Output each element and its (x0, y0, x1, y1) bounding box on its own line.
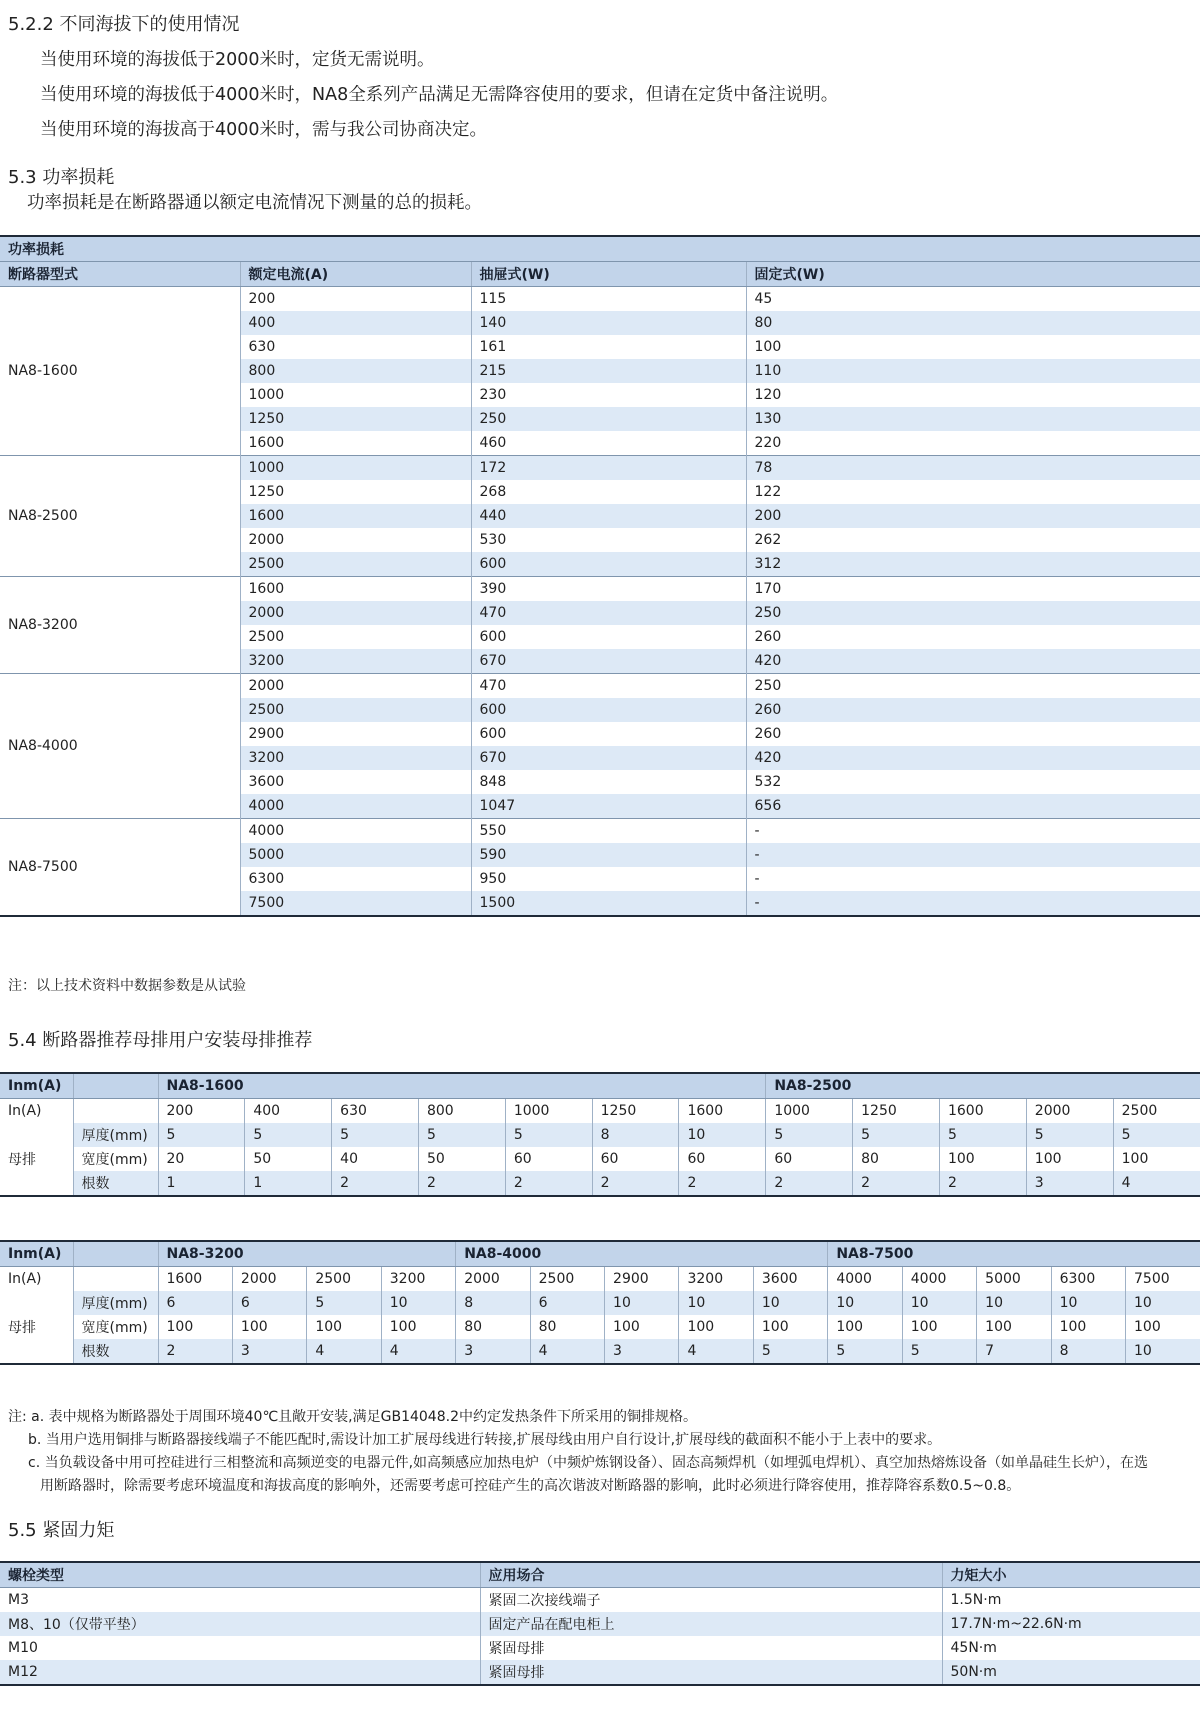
busbar-in-row (0, 1099, 1200, 1124)
fixed-cell: 200 (746, 504, 1200, 528)
width-value: 100 (1126, 1315, 1200, 1339)
busbar-group-name: NA8-2500 (766, 1073, 1200, 1099)
thickness-value: 8 (456, 1291, 530, 1315)
width-value: 100 (939, 1147, 1026, 1171)
drawout-cell: 230 (471, 383, 746, 407)
in-value: 200 (158, 1099, 245, 1124)
fixed-cell: 312 (746, 552, 1200, 577)
in-value: 630 (332, 1099, 419, 1124)
current-cell: 400 (240, 311, 471, 335)
thickness-value: 10 (605, 1291, 679, 1315)
count-value: 3 (605, 1339, 679, 1364)
current-cell: 1600 (240, 504, 471, 528)
drawout-cell: 950 (471, 867, 746, 891)
width-value: 60 (766, 1147, 853, 1171)
torque-cell: 50N·m (942, 1660, 1200, 1685)
in-value: 6300 (1051, 1267, 1125, 1292)
busbar-note-c1: c. 当负载设备中用可控硅进行三相整流和高频逆变的电器元件,如高频感应加热电炉（中频炉炼钢设备）、固态高频焊机（如埋弧电焊机）、真空加热熔炼设备（如单晶硅生长炉），在选 (28, 1455, 1149, 1471)
count-value: 4 (530, 1339, 604, 1364)
drawout-cell: 268 (471, 480, 746, 504)
busbar-table-1 (0, 1072, 1200, 1197)
thickness-label: 厚度(mm) (73, 1123, 158, 1147)
width-value: 100 (753, 1315, 827, 1339)
drawout-cell: 250 (471, 407, 746, 431)
in-value: 1000 (766, 1099, 853, 1124)
in-value: 1250 (853, 1099, 940, 1124)
thickness-value: 6 (530, 1291, 604, 1315)
in-value: 1600 (939, 1099, 1026, 1124)
in-value: 2500 (1113, 1099, 1200, 1124)
current-cell: 630 (240, 335, 471, 359)
width-value: 100 (902, 1315, 976, 1339)
altitude-line-2: 当使用环境的海拔低于4000米时，NA8全系列产品满足无需降容使用的要求，但请在定货中备注说明。 (40, 85, 839, 105)
fixed-cell: 532 (746, 770, 1200, 794)
count-value: 5 (902, 1339, 976, 1364)
thickness-value: 6 (232, 1291, 306, 1315)
thickness-value: 5 (1113, 1123, 1200, 1147)
current-cell: 4000 (240, 819, 471, 844)
fixed-cell: 262 (746, 528, 1200, 552)
width-value: 100 (1026, 1147, 1113, 1171)
fixed-cell: 78 (746, 456, 1200, 481)
fixed-cell: 110 (746, 359, 1200, 383)
torque-row (0, 1660, 1200, 1685)
busbar-header-row (0, 1241, 1200, 1267)
torque-row (0, 1612, 1200, 1636)
count-value: 5 (828, 1339, 902, 1364)
thickness-value: 5 (307, 1291, 381, 1315)
fixed-cell: 420 (746, 746, 1200, 770)
count-value: 7 (977, 1339, 1051, 1364)
in-value: 2500 (307, 1267, 381, 1292)
model-cell: NA8-3200 (0, 577, 240, 674)
width-label: 宽度(mm) (73, 1147, 158, 1171)
power-table-caption: 功率损耗 (0, 236, 1200, 262)
count-value: 2 (592, 1171, 679, 1196)
drawout-cell: 530 (471, 528, 746, 552)
busbar-width-row (0, 1147, 1200, 1171)
width-value: 80 (456, 1315, 530, 1339)
altitude-line-3: 当使用环境的海拔高于4000米时，需与我公司协商决定。 (40, 120, 488, 140)
current-cell: 3200 (240, 649, 471, 674)
thickness-value: 10 (1126, 1291, 1200, 1315)
model-cell: NA8-7500 (0, 819, 240, 917)
thickness-value: 10 (753, 1291, 827, 1315)
power-table-footnote: 注：以上技术资料中数据参数是从试验 (8, 975, 248, 995)
drawout-cell: 670 (471, 649, 746, 674)
count-value: 10 (1126, 1339, 1200, 1364)
drawout-cell: 1500 (471, 891, 746, 916)
in-value: 7500 (1126, 1267, 1200, 1292)
busbar-group-name: NA8-4000 (456, 1241, 828, 1267)
thickness-value: 5 (158, 1123, 245, 1147)
count-value: 4 (307, 1339, 381, 1364)
torque-cell: 45N·m (942, 1636, 1200, 1660)
torque-table (0, 1561, 1200, 1686)
thickness-value: 5 (505, 1123, 592, 1147)
count-value: 2 (505, 1171, 592, 1196)
width-value: 60 (679, 1147, 766, 1171)
application-cell: 固定产品在配电柜上 (480, 1612, 942, 1636)
busbar-note-a: 注: a. 表中规格为断路器处于周围环境40℃且敞开安装,满足GB14048.2中约定发热条件下所采用的铜排规格。 (8, 1409, 697, 1425)
torque-row (0, 1636, 1200, 1660)
busbar-header-row (0, 1073, 1200, 1099)
thickness-value: 5 (939, 1123, 1026, 1147)
blank-cell (73, 1099, 158, 1124)
current-cell: 1000 (240, 456, 471, 481)
drawout-cell: 600 (471, 625, 746, 649)
fixed-cell: - (746, 843, 1200, 867)
thickness-value: 10 (1051, 1291, 1125, 1315)
in-value: 1600 (679, 1099, 766, 1124)
width-value: 100 (679, 1315, 753, 1339)
width-value: 100 (307, 1315, 381, 1339)
drawout-cell: 140 (471, 311, 746, 335)
power-loss-table (0, 235, 1200, 917)
width-value: 80 (853, 1147, 940, 1171)
current-cell: 3200 (240, 746, 471, 770)
power-table-row (0, 456, 1200, 481)
torque-row (0, 1588, 1200, 1613)
current-cell: 2000 (240, 601, 471, 625)
drawout-cell: 600 (471, 552, 746, 577)
busbar-thickness-row (0, 1123, 1200, 1147)
model-cell: NA8-1600 (8, 363, 78, 379)
drawout-cell: 440 (471, 504, 746, 528)
width-value: 50 (245, 1147, 332, 1171)
width-value: 50 (418, 1147, 505, 1171)
blank-cell (73, 1241, 158, 1267)
inm-label: Inm(A) (0, 1073, 73, 1099)
inm-label: Inm(A) (0, 1241, 73, 1267)
fixed-cell: 170 (746, 577, 1200, 602)
busbar-thickness-row (0, 1291, 1200, 1315)
thickness-value: 10 (679, 1291, 753, 1315)
in-value: 1600 (158, 1267, 232, 1292)
busbar-count-row (0, 1171, 1200, 1196)
in-value: 2000 (232, 1267, 306, 1292)
fixed-cell: 260 (746, 625, 1200, 649)
header-model: 断路器型式 (0, 262, 240, 287)
busbar-count-row (0, 1339, 1200, 1364)
width-value: 100 (381, 1315, 455, 1339)
width-value: 100 (232, 1315, 306, 1339)
width-label: 宽度(mm) (73, 1315, 158, 1339)
in-value: 5000 (977, 1267, 1051, 1292)
power-table-row (0, 819, 1200, 844)
section-53-title: 5.3 功率损耗 (8, 167, 115, 188)
busbar-note-c2: 用断路器时，除需要考虑环境温度和海拔高度的影响外，还需要考虑可控硅产生的高次谐波对断路器的影响，此时必须进行降容使用，推荐降容系数0.5~0.8。 (40, 1478, 1021, 1494)
thickness-value: 5 (766, 1123, 853, 1147)
thickness-value: 5 (332, 1123, 419, 1147)
in-value: 2000 (1026, 1099, 1113, 1124)
drawout-cell: 590 (471, 843, 746, 867)
model-cell: NA8-2500 (0, 456, 240, 577)
bolt-type-cell: M10 (8, 1640, 38, 1656)
count-value: 4 (679, 1339, 753, 1364)
in-value: 2500 (530, 1267, 604, 1292)
busbar-note-b: b. 当用户选用铜排与断路器接线端子不能匹配时,需设计加工扩展母线进行转接,扩展母线由用户自行设计,扩展母线的截面积不能小于上表中的要求。 (28, 1432, 942, 1448)
header-fixed: 固定式(W) (746, 262, 1200, 287)
current-cell: 7500 (240, 891, 471, 916)
width-value: 40 (332, 1147, 419, 1171)
thickness-value: 10 (679, 1123, 766, 1147)
thickness-value: 10 (977, 1291, 1051, 1315)
count-value: 2 (158, 1339, 232, 1364)
fixed-cell: 260 (746, 698, 1200, 722)
section-522-title: 5.2.2 不同海拔下的使用情况 (8, 14, 240, 35)
current-cell: 1250 (240, 480, 471, 504)
count-value: 3 (456, 1339, 530, 1364)
section-55-title: 5.5 紧固力矩 (8, 1520, 115, 1541)
in-value: 4000 (902, 1267, 976, 1292)
fixed-cell: 100 (746, 335, 1200, 359)
current-cell: 2900 (240, 722, 471, 746)
busbar-table-2 (0, 1240, 1200, 1365)
current-cell: 2500 (240, 698, 471, 722)
in-value: 3600 (753, 1267, 827, 1292)
drawout-cell: 600 (471, 722, 746, 746)
in-label: In(A) (8, 1271, 42, 1287)
drawout-cell: 161 (471, 335, 746, 359)
drawout-cell: 115 (471, 287, 746, 312)
count-value: 3 (232, 1339, 306, 1364)
current-cell: 6300 (240, 867, 471, 891)
width-value: 100 (1051, 1315, 1125, 1339)
count-value: 4 (1113, 1171, 1200, 1196)
current-cell: 800 (240, 359, 471, 383)
in-value: 4000 (828, 1267, 902, 1292)
busbar-width-row (0, 1315, 1200, 1339)
application-cell: 紧固二次接线端子 (480, 1588, 942, 1613)
thickness-value: 5 (245, 1123, 332, 1147)
bolt-type-cell: M3 (8, 1592, 29, 1608)
width-value: 100 (828, 1315, 902, 1339)
in-value: 2000 (456, 1267, 530, 1292)
in-value: 3200 (679, 1267, 753, 1292)
fixed-cell: 220 (746, 431, 1200, 456)
thickness-label: 厚度(mm) (73, 1291, 158, 1315)
count-value: 1 (245, 1171, 332, 1196)
current-cell: 2000 (240, 528, 471, 552)
width-value: 60 (505, 1147, 592, 1171)
in-value: 2900 (605, 1267, 679, 1292)
width-value: 100 (158, 1315, 232, 1339)
in-label: In(A) (8, 1103, 42, 1119)
current-cell: 4000 (240, 794, 471, 819)
current-cell: 2000 (240, 674, 471, 699)
fixed-cell: - (746, 819, 1200, 844)
count-value: 2 (766, 1171, 853, 1196)
count-value: 5 (753, 1339, 827, 1364)
fixed-cell: 80 (746, 311, 1200, 335)
count-label: 根数 (73, 1171, 158, 1196)
thickness-value: 10 (828, 1291, 902, 1315)
width-value: 100 (977, 1315, 1051, 1339)
in-value: 400 (245, 1099, 332, 1124)
count-label: 根数 (73, 1339, 158, 1364)
drawout-cell: 460 (471, 431, 746, 456)
count-value: 3 (1026, 1171, 1113, 1196)
drawout-cell: 470 (471, 674, 746, 699)
count-value: 4 (381, 1339, 455, 1364)
fixed-cell: 45 (746, 287, 1200, 312)
count-value: 2 (853, 1171, 940, 1196)
current-cell: 5000 (240, 843, 471, 867)
current-cell: 1600 (240, 431, 471, 456)
width-value: 20 (158, 1147, 245, 1171)
drawout-cell: 470 (471, 601, 746, 625)
busbar-label: 母排 (8, 1320, 36, 1336)
application-cell: 紧固母排 (480, 1660, 942, 1685)
blank-cell (73, 1073, 158, 1099)
thickness-value: 5 (418, 1123, 505, 1147)
header-drawout: 抽屉式(W) (471, 262, 746, 287)
fixed-cell: 250 (746, 601, 1200, 625)
application-cell: 紧固母排 (480, 1636, 942, 1660)
current-cell: 1250 (240, 407, 471, 431)
fixed-cell: 260 (746, 722, 1200, 746)
torque-cell: 17.7N·m~22.6N·m (942, 1612, 1200, 1636)
current-cell: 2500 (240, 552, 471, 577)
thickness-value: 6 (158, 1291, 232, 1315)
width-value: 80 (530, 1315, 604, 1339)
drawout-cell: 172 (471, 456, 746, 481)
in-value: 800 (418, 1099, 505, 1124)
thickness-value: 5 (1026, 1123, 1113, 1147)
fixed-cell: 122 (746, 480, 1200, 504)
header-application: 应用场合 (480, 1562, 942, 1588)
header-rated-current: 额定电流(A) (240, 262, 471, 287)
fixed-cell: 250 (746, 674, 1200, 699)
torque-cell: 1.5N·m (942, 1588, 1200, 1613)
current-cell: 200 (240, 287, 471, 312)
width-value: 60 (592, 1147, 679, 1171)
busbar-in-row (0, 1267, 1200, 1292)
fixed-cell: - (746, 891, 1200, 916)
drawout-cell: 215 (471, 359, 746, 383)
bolt-type-cell: M8、10（仅带平垫） (0, 1612, 480, 1636)
count-value: 2 (418, 1171, 505, 1196)
fixed-cell: 420 (746, 649, 1200, 674)
current-cell: 1000 (240, 383, 471, 407)
width-value: 100 (1113, 1147, 1200, 1171)
altitude-line-1: 当使用环境的海拔低于2000米时，定货无需说明。 (40, 50, 435, 70)
busbar-label: 母排 (8, 1152, 36, 1168)
current-cell: 1600 (240, 577, 471, 602)
busbar-group-name: NA8-3200 (158, 1241, 456, 1267)
drawout-cell: 550 (471, 819, 746, 844)
header-torque: 力矩大小 (942, 1562, 1200, 1588)
width-value: 100 (605, 1315, 679, 1339)
in-value: 1000 (505, 1099, 592, 1124)
count-value: 2 (679, 1171, 766, 1196)
power-table-row (0, 577, 1200, 602)
current-cell: 2500 (240, 625, 471, 649)
in-value: 3200 (381, 1267, 455, 1292)
fixed-cell: 120 (746, 383, 1200, 407)
count-value: 1 (158, 1171, 245, 1196)
blank-cell (73, 1267, 158, 1292)
drawout-cell: 390 (471, 577, 746, 602)
model-cell: NA8-4000 (0, 674, 240, 819)
drawout-cell: 600 (471, 698, 746, 722)
thickness-value: 5 (853, 1123, 940, 1147)
thickness-value: 8 (592, 1123, 679, 1147)
thickness-value: 10 (902, 1291, 976, 1315)
drawout-cell: 1047 (471, 794, 746, 819)
drawout-cell: 670 (471, 746, 746, 770)
drawout-cell: 848 (471, 770, 746, 794)
fixed-cell: 656 (746, 794, 1200, 819)
fixed-cell: 130 (746, 407, 1200, 431)
fixed-cell: - (746, 867, 1200, 891)
section-54-title: 5.4 断路器推荐母排用户安装母排推荐 (8, 1030, 313, 1051)
in-value: 1250 (592, 1099, 679, 1124)
current-cell: 3600 (240, 770, 471, 794)
count-value: 8 (1051, 1339, 1125, 1364)
count-value: 2 (332, 1171, 419, 1196)
power-loss-desc: 功率损耗是在断路器通以额定电流情况下测量的总的损耗。 (27, 193, 482, 213)
count-value: 2 (939, 1171, 1026, 1196)
busbar-group-name: NA8-7500 (828, 1241, 1200, 1267)
bolt-type-cell: M12 (0, 1660, 480, 1685)
busbar-group-name: NA8-1600 (158, 1073, 766, 1099)
power-table-row (0, 674, 1200, 699)
header-bolt-type: 螺栓类型 (0, 1562, 480, 1588)
power-table-row (0, 287, 1200, 312)
thickness-value: 10 (381, 1291, 455, 1315)
